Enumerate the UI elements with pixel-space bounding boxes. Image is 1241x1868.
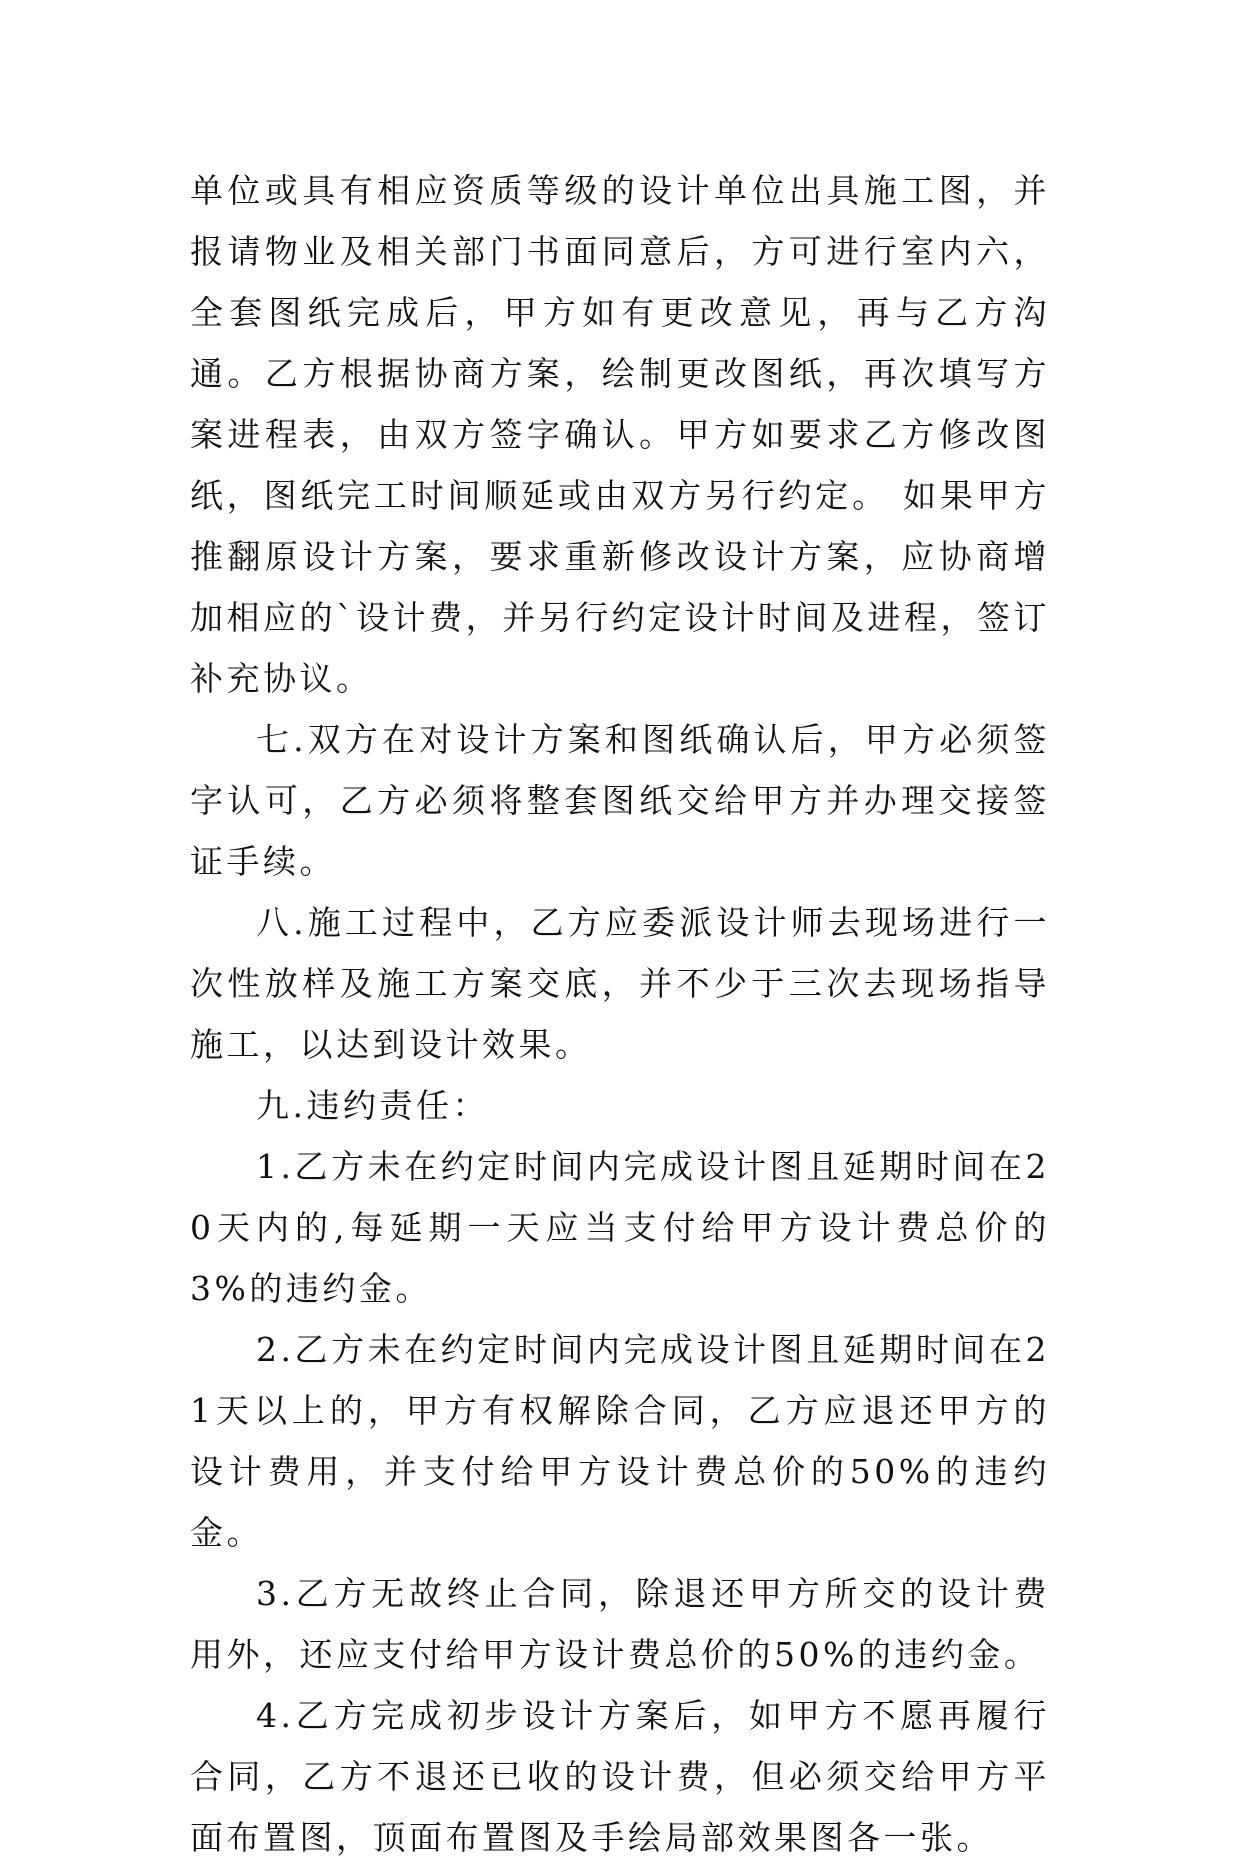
document-body xyxy=(190,160,1050,1868)
paragraph-breach-item-4: 4.乙方完成初步设计方案后，如甲方不愿再履行合同，乙方不退还已收的设计费，但必须交给甲方平面布置图，顶面布置图及手绘局部效果图各一张。 xyxy=(190,1696,1050,1857)
paragraph-breach-item-1: 1.乙方未在约定时间内完成设计图且延期时间在20天内的,每延期一天应当支付给甲方设计费总价的3%的违约金。 xyxy=(190,1147,1050,1308)
paragraph-clause-8: 八.施工过程中，乙方应委派设计师去现场进行一次性放样及施工方案交底，并不少于三次去现场指导施工，以达到设计效果。 xyxy=(190,903,1050,1064)
paragraph-clause-7: 七.双方在对设计方案和图纸确认后，甲方必须签字认可，乙方必须将整套图纸交给甲方并办理交接签证手续。 xyxy=(190,720,1050,881)
paragraph-breach-item-3: 3.乙方无故终止合同，除退还甲方所交的设计费用外，还应支付给甲方设计费总价的50%的违约金。 xyxy=(190,1574,1050,1674)
paragraph-design-revision: 单位或具有相应资质等级的设计单位出具施工图，并报请物业及相关部门书面同意后，方可进行室内六，全套图纸完成后，甲方如有更改意见，再与乙方沟通。乙方根据协商方案，绘制更改图纸，再次填写方案进程表，由双方签字确认。甲方如要求乙方修改图纸，图纸完工时间顺延或由双方另行约定。 如果甲方推翻原设计方案，要求重新修改设计方案，应协商增加相应的`设计费，并另行约定设计时间及进程，签订补充协议。 xyxy=(190,171,1050,698)
paragraph-clause-9-heading: 九.违约责任： xyxy=(256,1086,489,1125)
paragraph-breach-item-2: 2.乙方未在约定时间内完成设计图且延期时间在21天以上的，甲方有权解除合同，乙方应退还甲方的设计费用，并支付给甲方设计费总价的50%的违约金。 xyxy=(190,1330,1050,1552)
